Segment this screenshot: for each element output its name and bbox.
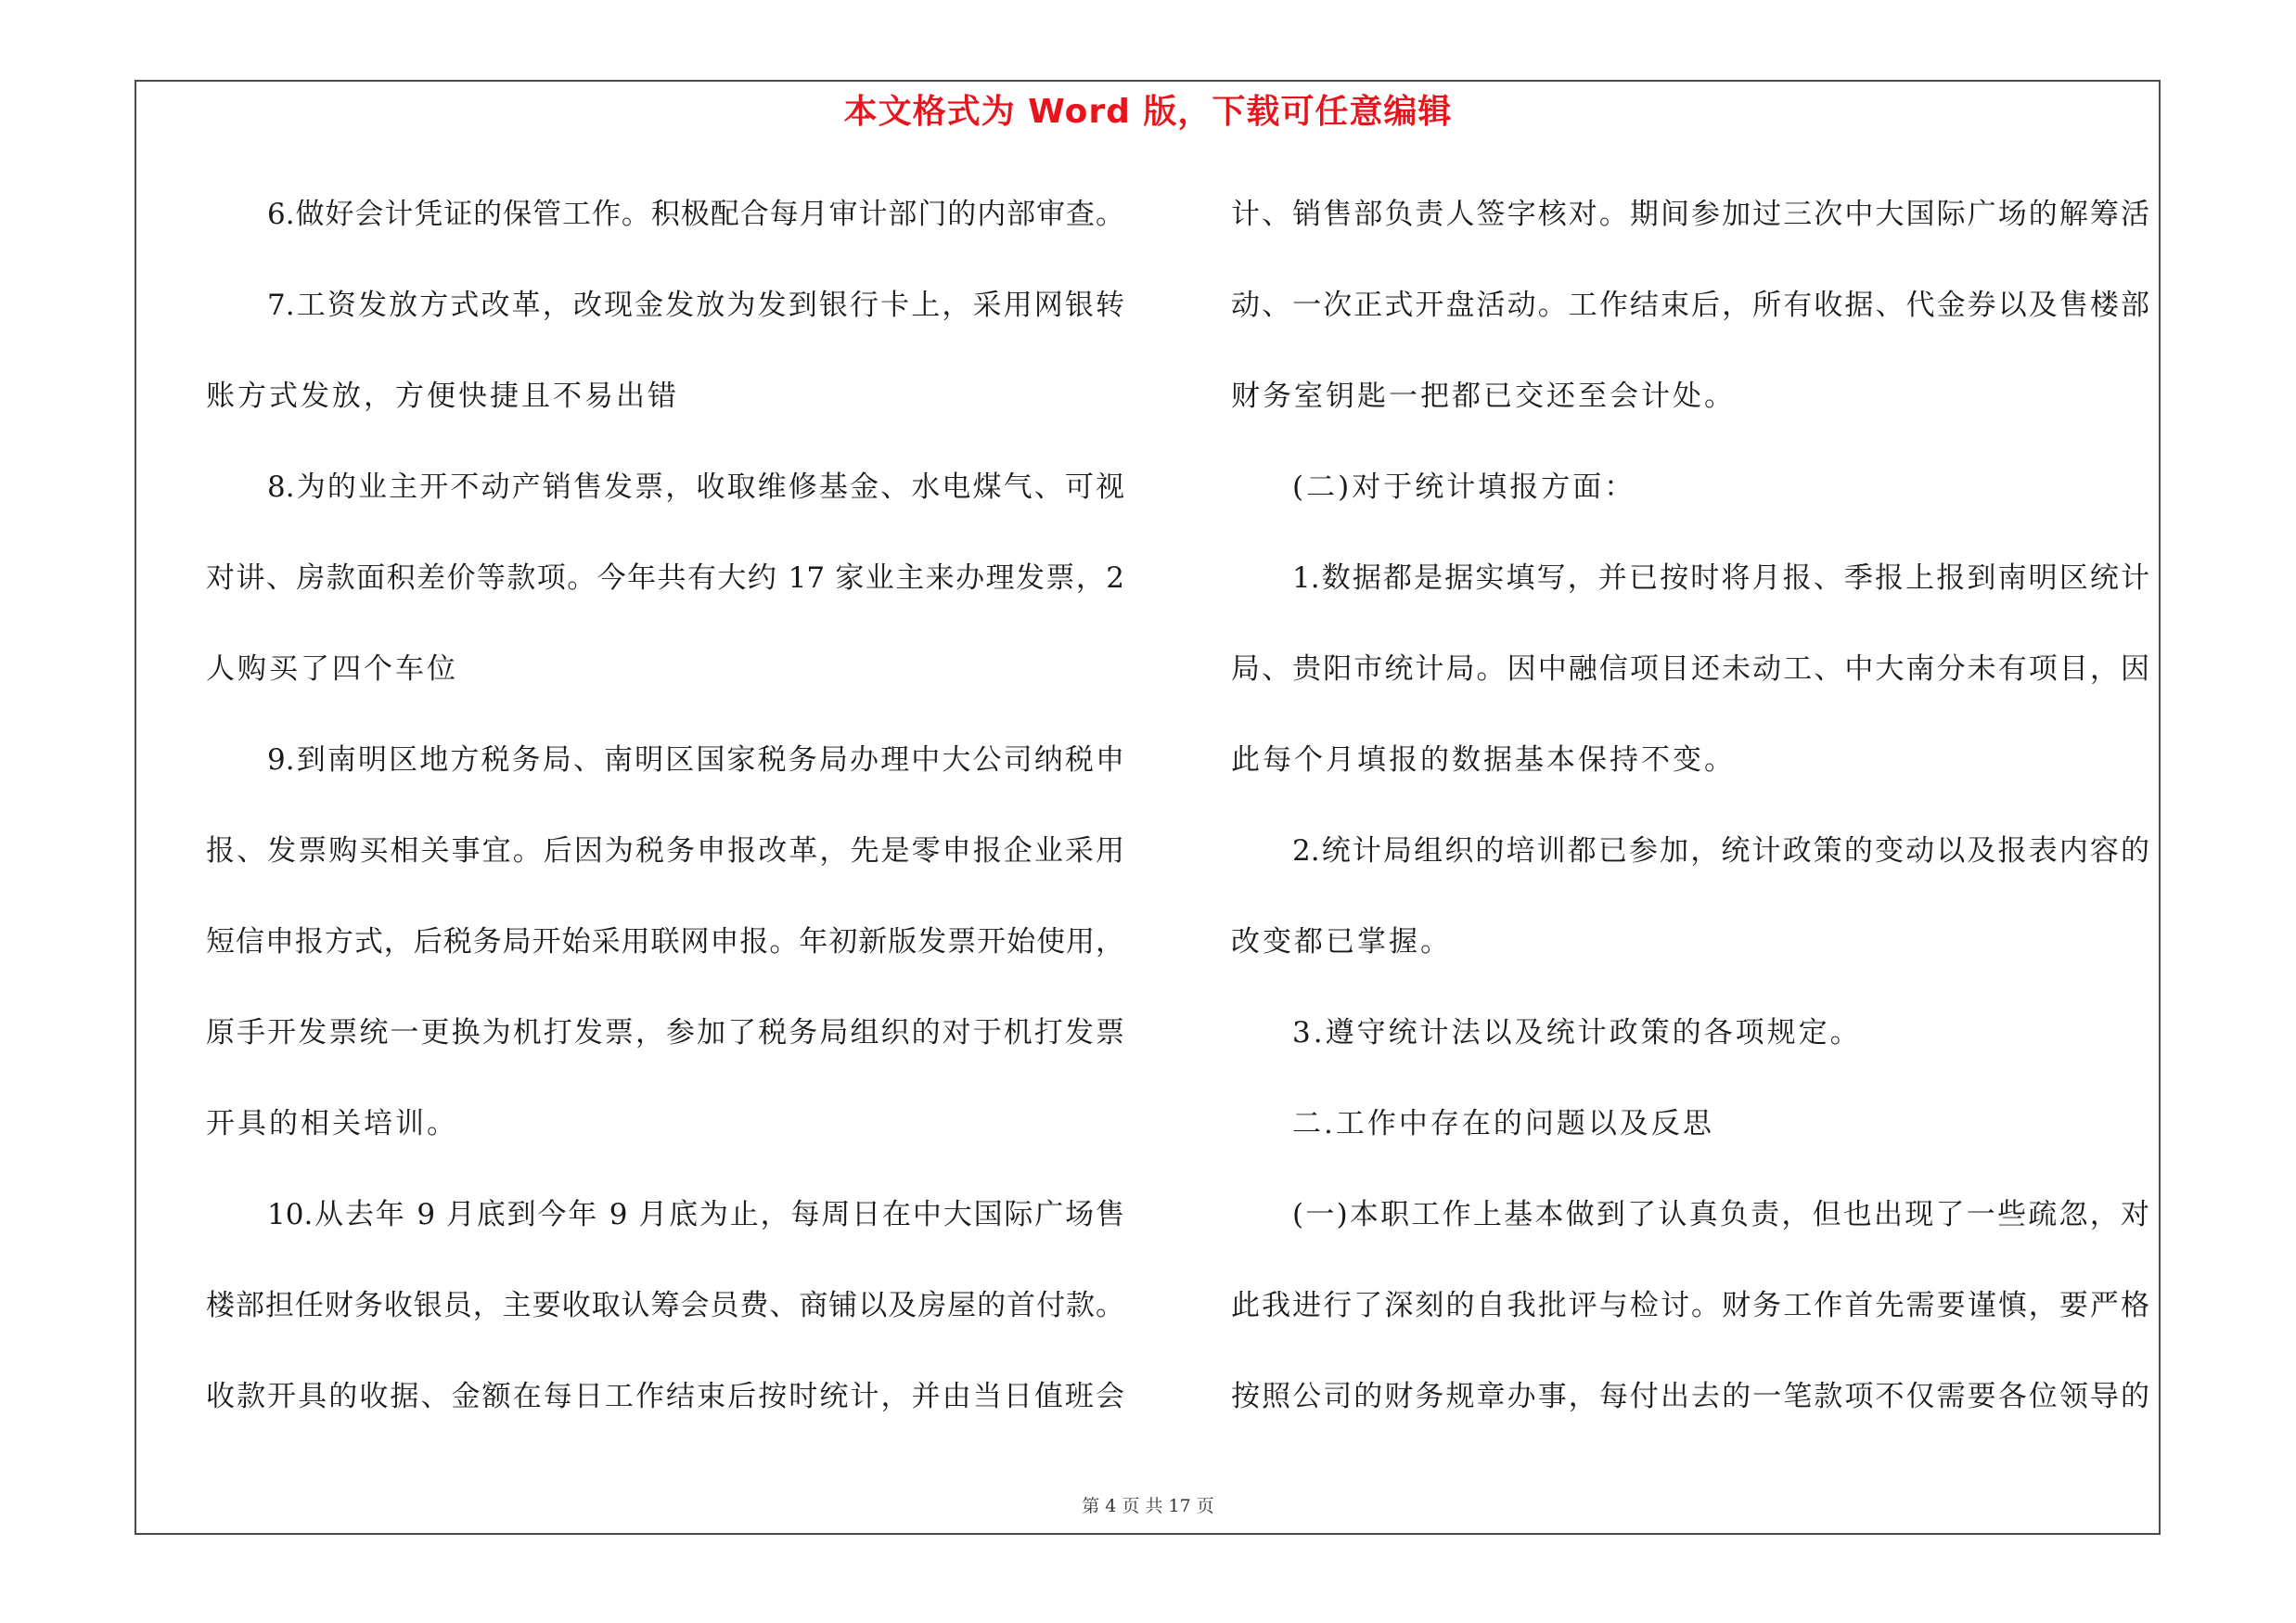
text-line: 计、销售部负责人签字核对。期间参加过三次中大国际广场的解筹活 bbox=[1231, 198, 2149, 231]
text-line: 楼部担任财务收银员，主要收取认筹会员费、商铺以及房屋的首付款。 bbox=[206, 1289, 1124, 1322]
text-line: 局、贵阳市统计局。因中融信项目还未动工、中大南分未有项目，因 bbox=[1231, 652, 2149, 686]
text-line: 6.做好会计凭证的保管工作。积极配合每月审计部门的内部审查。 bbox=[267, 198, 1124, 231]
text-line: (一)本职工作上基本做到了认真负责，但也出现了一些疏忽，对 bbox=[1292, 1198, 2149, 1231]
text-line: 1.数据都是据实填写，并已按时将月报、季报上报到南明区统计 bbox=[1292, 561, 2149, 595]
text-line: 动、一次正式开盘活动。工作结束后，所有收据、代金券以及售楼部 bbox=[1231, 289, 2149, 322]
text-line: 改变都已掌握。 bbox=[1231, 925, 1452, 959]
text-line: 开具的相关培训。 bbox=[206, 1107, 458, 1140]
text-line: 按照公司的财务规章办事，每付出去的一笔款项不仅需要各位领导的 bbox=[1231, 1380, 2149, 1413]
left-column bbox=[206, 182, 1124, 1455]
text-line: 财务室钥匙一把都已交还至会计处。 bbox=[1231, 380, 1736, 413]
text-line: 8.为的业主开不动产销售发票，收取维修基金、水电煤气、可视 bbox=[267, 470, 1124, 504]
text-line: 3.遵守统计法以及统计政策的各项规定。 bbox=[1292, 1016, 1862, 1050]
text-line: 二.工作中存在的问题以及反思 bbox=[1292, 1107, 1714, 1140]
text-line: 此每个月填报的数据基本保持不变。 bbox=[1231, 743, 1736, 777]
text-line: 人购买了四个车位 bbox=[206, 652, 458, 686]
text-line: 账方式发放，方便快捷且不易出错 bbox=[206, 380, 679, 413]
text-line: 7.工资发放方式改革，改现金发放为发到银行卡上，采用网银转 bbox=[267, 289, 1124, 322]
text-line: 9.到南明区地方税务局、南明区国家税务局办理中大公司纳税申 bbox=[267, 743, 1124, 777]
text-line: 收款开具的收据、金额在每日工作结束后按时统计，并由当日值班会 bbox=[206, 1380, 1124, 1413]
text-line: 对讲、房款面积差价等款项。今年共有大约 17 家业主来办理发票，2 bbox=[206, 561, 1124, 595]
text-line: 报、发票购买相关事宜。后因为税务申报改革，先是零申报企业采用 bbox=[206, 834, 1124, 868]
text-line: 短信申报方式，后税务局开始采用联网申报。年初新版发票开始使用， bbox=[206, 925, 1124, 959]
text-line: 10.从去年 9 月底到今年 9 月底为止，每周日在中大国际广场售 bbox=[267, 1198, 1124, 1231]
text-line: 此我进行了深刻的自我批评与检讨。财务工作首先需要谨慎，要严格 bbox=[1231, 1289, 2149, 1322]
text-line: 2.统计局组织的培训都已参加，统计政策的变动以及报表内容的 bbox=[1292, 834, 2149, 868]
page-footer: 第 4 页 共 17 页 bbox=[1082, 1496, 1214, 1516]
header-banner: 本文格式为 Word 版，下载可任意编辑 bbox=[843, 93, 1453, 131]
text-line: (二)对于统计填报方面： bbox=[1292, 470, 1636, 504]
text-line: 原手开发票统一更换为机打发票，参加了税务局组织的对于机打发票 bbox=[206, 1016, 1124, 1050]
right-column bbox=[1231, 182, 2149, 1455]
